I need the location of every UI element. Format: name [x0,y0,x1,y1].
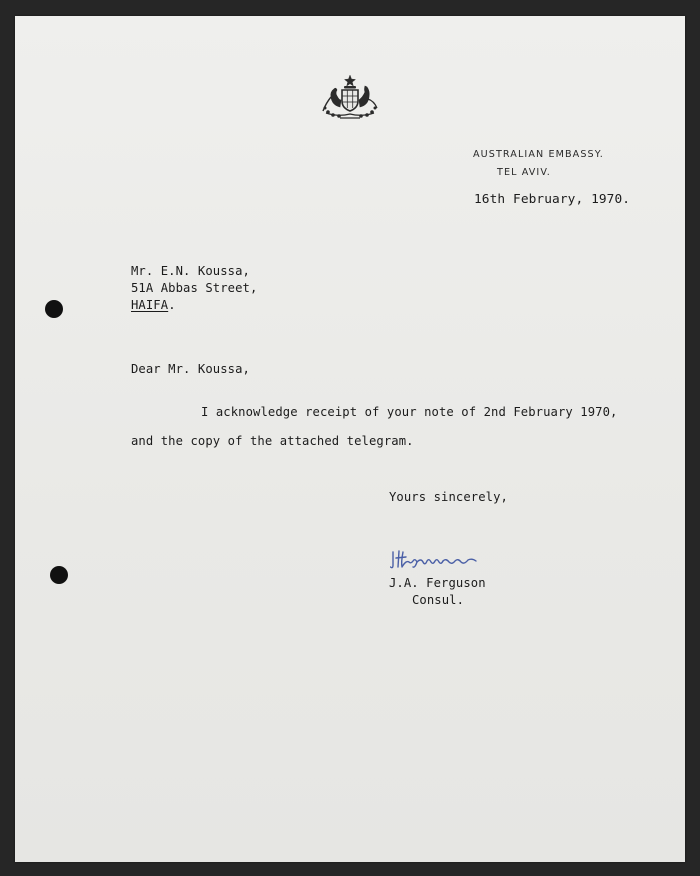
signatory-name: J.A. Ferguson [389,576,486,590]
recipient-name: Mr. E.N. Koussa, [131,264,250,278]
australian-coat-of-arms-icon [318,73,382,121]
punch-hole-bottom [50,566,68,584]
handwritten-signature [390,548,482,574]
signatory-title: Consul. [412,593,465,607]
recipient-city-line [131,298,176,312]
recipient-city-suffix: . [168,298,176,312]
letter-date: 16th February, 1970. [474,192,631,207]
punch-hole-top [45,300,63,318]
recipient-street: 51A Abbas Street, [131,281,258,295]
embassy-city: TEL AVIV. [497,167,551,178]
body-line-1: I acknowledge receipt of your note of 2nd February 1970, [201,405,618,419]
recipient-city: HAIFA [131,298,169,312]
salutation: Dear Mr. Koussa, [131,362,250,376]
body-line-2: and the copy of the attached telegram. [131,434,414,448]
closing: Yours sincerely, [389,490,508,504]
embassy-name: AUSTRALIAN EMBASSY. [473,149,604,160]
